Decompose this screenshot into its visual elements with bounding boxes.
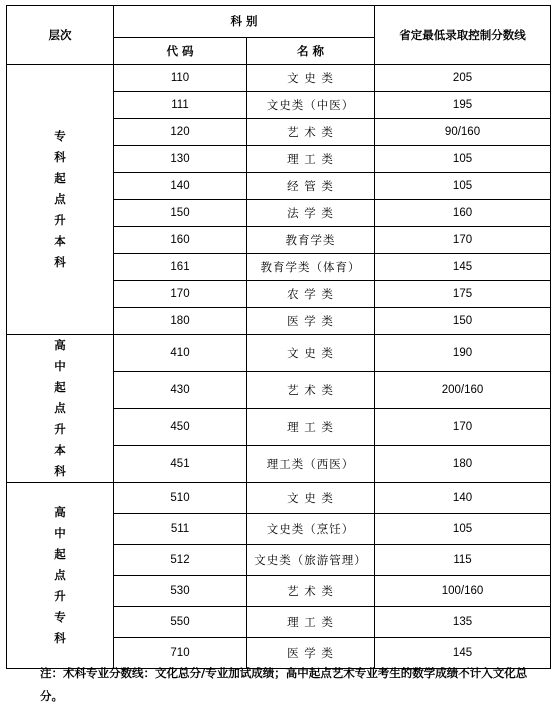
code-cell: 170 xyxy=(114,281,247,308)
name-cell: 文 史 类 xyxy=(247,335,375,372)
name-cell: 法 学 类 xyxy=(247,200,375,227)
score-cell: 170 xyxy=(375,227,551,254)
name-cell: 艺 术 类 xyxy=(247,576,375,607)
table-row xyxy=(7,483,551,514)
code-cell: 140 xyxy=(114,173,247,200)
score-cell: 200/160 xyxy=(375,372,551,409)
score-cell: 90/160 xyxy=(375,119,551,146)
code-cell: 530 xyxy=(114,576,247,607)
footnote: 注：术科专业分数线：文化总分/专业加试成绩；高中起点艺术专业考生的数学成绩不计入文化总分。 xyxy=(40,666,528,703)
name-cell: 文 史 类 xyxy=(247,65,375,92)
code-cell: 511 xyxy=(114,514,247,545)
level-cell xyxy=(7,335,114,483)
name-cell: 教育学类 xyxy=(247,227,375,254)
code-cell: 130 xyxy=(114,146,247,173)
name-cell: 文 史 类 xyxy=(247,483,375,514)
name-cell: 理 工 类 xyxy=(247,607,375,638)
name-cell: 文史类（旅游管理） xyxy=(247,545,375,576)
header-name: 名 称 xyxy=(247,37,375,64)
name-cell: 艺 术 类 xyxy=(247,372,375,409)
header-subject: 科 别 xyxy=(114,6,375,38)
score-cell: 160 xyxy=(375,200,551,227)
score-cell: 135 xyxy=(375,607,551,638)
header-level: 层次 xyxy=(7,6,114,65)
score-cell: 190 xyxy=(375,335,551,372)
level-cell xyxy=(7,65,114,335)
code-cell: 161 xyxy=(114,254,247,281)
code-cell: 120 xyxy=(114,119,247,146)
score-cell: 105 xyxy=(375,173,551,200)
score-cell: 150 xyxy=(375,308,551,335)
score-cell: 170 xyxy=(375,409,551,446)
name-cell: 教育学类（体育） xyxy=(247,254,375,281)
score-cell: 145 xyxy=(375,638,551,669)
score-cell: 180 xyxy=(375,446,551,483)
score-cell: 195 xyxy=(375,92,551,119)
level-cell xyxy=(7,483,114,669)
code-cell: 450 xyxy=(114,409,247,446)
code-cell: 111 xyxy=(114,92,247,119)
level-label: 高 中 起 点 升 专 科 xyxy=(54,505,66,645)
code-cell: 410 xyxy=(114,335,247,372)
score-cell: 175 xyxy=(375,281,551,308)
name-cell: 经 管 类 xyxy=(247,173,375,200)
name-cell: 理 工 类 xyxy=(247,146,375,173)
code-cell: 180 xyxy=(114,308,247,335)
name-cell: 理 工 类 xyxy=(247,409,375,446)
score-cell: 115 xyxy=(375,545,551,576)
name-cell: 农 学 类 xyxy=(247,281,375,308)
code-cell: 150 xyxy=(114,200,247,227)
table-row xyxy=(7,65,551,92)
header-score: 省定最低录取控制分数线 xyxy=(375,6,551,65)
level-label: 专 科 起 点 升 本 科 xyxy=(54,129,66,269)
name-cell: 理工类（西医） xyxy=(247,446,375,483)
score-cell: 145 xyxy=(375,254,551,281)
table-header xyxy=(7,6,551,65)
score-cell: 105 xyxy=(375,514,551,545)
score-cell: 100/160 xyxy=(375,576,551,607)
code-cell: 710 xyxy=(114,638,247,669)
name-cell: 医 学 类 xyxy=(247,638,375,669)
table-body xyxy=(7,65,551,669)
header-code: 代 码 xyxy=(114,37,247,64)
code-cell: 451 xyxy=(114,446,247,483)
name-cell: 文史类（中医） xyxy=(247,92,375,119)
code-cell: 110 xyxy=(114,65,247,92)
code-cell: 160 xyxy=(114,227,247,254)
name-cell: 艺 术 类 xyxy=(247,119,375,146)
code-cell: 550 xyxy=(114,607,247,638)
name-cell: 医 学 类 xyxy=(247,308,375,335)
score-cell: 140 xyxy=(375,483,551,514)
code-cell: 430 xyxy=(114,372,247,409)
score-cell: 205 xyxy=(375,65,551,92)
name-cell: 文史类（烹饪） xyxy=(247,514,375,545)
score-table xyxy=(6,5,551,669)
level-label: 高 中 起 点 升 本 科 xyxy=(54,338,66,478)
code-cell: 512 xyxy=(114,545,247,576)
code-cell: 510 xyxy=(114,483,247,514)
table-row xyxy=(7,335,551,372)
score-cell: 105 xyxy=(375,146,551,173)
